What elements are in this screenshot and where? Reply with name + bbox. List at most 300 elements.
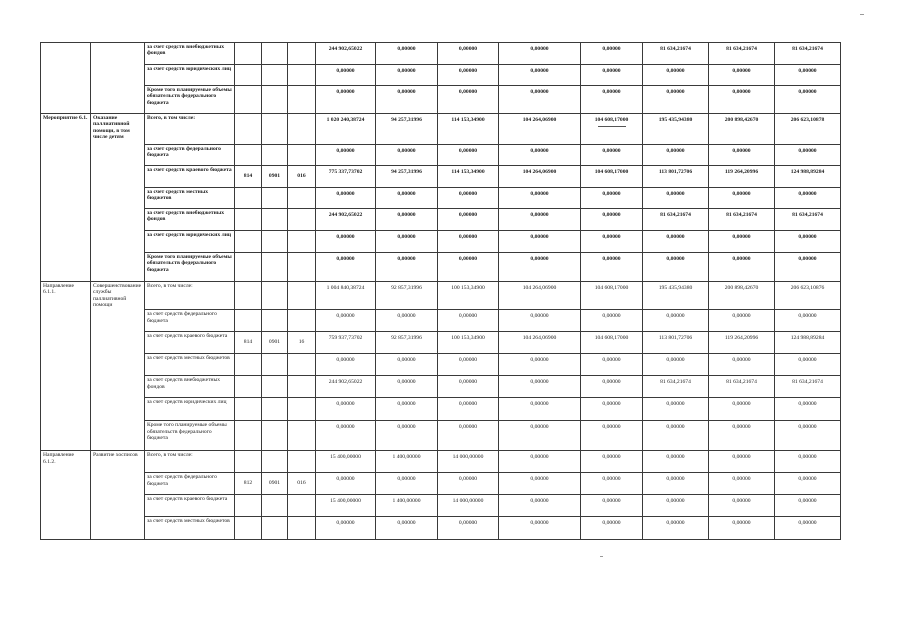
amount-cell: 81 634,21674 xyxy=(643,376,709,398)
amount-cell: 104 264,06900 xyxy=(499,166,581,188)
csr-code-cell xyxy=(288,65,316,86)
amount-cell: 104 608,17000 xyxy=(581,114,643,145)
amount-cell: 92 857,31996 xyxy=(376,332,438,354)
amount-cell: 244 902,65022 xyxy=(316,43,376,65)
activity-description-cell xyxy=(91,310,145,332)
grbs-code-cell xyxy=(235,188,262,209)
amount-cell: 0,00000 xyxy=(775,188,841,209)
funding-source-cell: за счет средств краевого бюджета xyxy=(145,495,235,517)
amount-cell: 0,00000 xyxy=(709,188,775,209)
table-row xyxy=(41,231,841,253)
rzpr-code-cell xyxy=(262,43,288,65)
csr-code-cell xyxy=(288,209,316,231)
csr-code-cell xyxy=(288,421,316,451)
rzpr-code-cell xyxy=(262,145,288,166)
funding-source-cell: за счет средств федерального бюджета xyxy=(145,145,235,166)
scan-mark xyxy=(600,556,603,557)
amount-cell: 0,00000 xyxy=(438,398,499,421)
activity-name-cell xyxy=(41,188,91,209)
activity-description-cell xyxy=(91,231,145,253)
amount-cell: 0,00000 xyxy=(709,451,775,473)
activity-name-cell xyxy=(41,209,91,231)
funding-source-cell: Кроме того планируемые объемы обязательств федерального бюджета xyxy=(145,253,235,282)
amount-cell: 0,00000 xyxy=(499,310,581,332)
amount-cell: 81 634,21674 xyxy=(643,209,709,231)
amount-cell: 0,00000 xyxy=(499,376,581,398)
amount-cell: 0,00000 xyxy=(316,86,376,114)
funding-source-cell: Всего, в том числе: xyxy=(145,282,235,310)
scan-mark xyxy=(860,14,864,15)
amount-cell: 759 937,73702 xyxy=(316,332,376,354)
amount-cell: 0,00000 xyxy=(438,209,499,231)
amount-cell: 0,00000 xyxy=(775,517,841,540)
activity-name-cell xyxy=(41,253,91,282)
amount-cell: 0,00000 xyxy=(775,451,841,473)
rzpr-code-cell xyxy=(262,65,288,86)
table-row xyxy=(41,376,841,398)
amount-cell: 0,00000 xyxy=(643,495,709,517)
amount-cell: 0,00000 xyxy=(316,473,376,495)
amount-cell: 104 264,06900 xyxy=(499,114,581,145)
amount-cell: 0,00000 xyxy=(499,354,581,376)
amount-cell: 1 400,00000 xyxy=(376,451,438,473)
activity-name-cell xyxy=(41,65,91,86)
amount-cell: 114 153,34900 xyxy=(438,166,499,188)
activity-name-cell xyxy=(41,332,91,354)
amount-cell: 0,00000 xyxy=(643,65,709,86)
amount-cell: 104 264,06900 xyxy=(499,282,581,310)
amount-cell: 0,00000 xyxy=(581,310,643,332)
amount-cell: 0,00000 xyxy=(709,145,775,166)
amount-cell: 0,00000 xyxy=(376,310,438,332)
rzpr-code-cell xyxy=(262,398,288,421)
amount-cell: 0,00000 xyxy=(376,473,438,495)
table-row xyxy=(41,114,841,145)
csr-code-cell xyxy=(288,231,316,253)
amount-cell: 0,00000 xyxy=(499,473,581,495)
rzpr-code-cell: 0901 xyxy=(262,166,288,188)
amount-cell: 0,00000 xyxy=(581,43,643,65)
amount-cell: 14 000,00000 xyxy=(438,451,499,473)
amount-cell: 0,00000 xyxy=(709,231,775,253)
amount-cell: 15 400,00000 xyxy=(316,451,376,473)
amount-cell: 775 337,73702 xyxy=(316,166,376,188)
amount-cell: 81 634,21674 xyxy=(709,43,775,65)
table-row xyxy=(41,517,841,540)
amount-cell: 0,00000 xyxy=(709,495,775,517)
grbs-code-cell xyxy=(235,451,262,473)
amount-cell: 0,00000 xyxy=(581,65,643,86)
rzpr-code-cell: 0901 xyxy=(262,473,288,495)
amount-cell: 0,00000 xyxy=(709,86,775,114)
grbs-code-cell xyxy=(235,517,262,540)
grbs-code-cell xyxy=(235,421,262,451)
amount-cell: 113 801,72706 xyxy=(643,166,709,188)
amount-cell: 113 801,72706 xyxy=(643,332,709,354)
amount-cell: 0,00000 xyxy=(316,145,376,166)
funding-source-cell: за счет средств юридических лиц xyxy=(145,65,235,86)
amount-cell: 14 000,00000 xyxy=(438,495,499,517)
amount-cell: 1 020 240,38724 xyxy=(316,114,376,145)
amount-cell: 0,00000 xyxy=(775,421,841,451)
activity-name-cell xyxy=(41,166,91,188)
grbs-code-cell xyxy=(235,282,262,310)
rzpr-code-cell xyxy=(262,209,288,231)
amount-cell: 81 634,21674 xyxy=(775,209,841,231)
rzpr-code-cell xyxy=(262,451,288,473)
amount-cell: 0,00000 xyxy=(376,421,438,451)
funding-source-cell: Кроме того планируемые объемы обязательств федерального бюджета xyxy=(145,86,235,114)
rzpr-code-cell xyxy=(262,354,288,376)
rzpr-code-cell xyxy=(262,188,288,209)
activity-name-cell xyxy=(41,145,91,166)
handwritten-underline xyxy=(598,125,626,127)
amount-cell: 1 400,00000 xyxy=(376,495,438,517)
activity-name-cell xyxy=(41,231,91,253)
budget-table xyxy=(40,42,841,540)
activity-description-cell: Оказание паллиативной помощи, в том числе детям xyxy=(91,114,145,145)
amount-cell: 100 153,34900 xyxy=(438,332,499,354)
amount-cell: 0,00000 xyxy=(316,65,376,86)
funding-source-cell: Всего, в том числе: xyxy=(145,114,235,145)
amount-cell: 244 902,65022 xyxy=(316,209,376,231)
amount-cell: 0,00000 xyxy=(709,310,775,332)
grbs-code-cell xyxy=(235,86,262,114)
table-row xyxy=(41,451,841,473)
amount-cell: 81 634,21674 xyxy=(775,376,841,398)
amount-cell: 0,00000 xyxy=(581,495,643,517)
activity-description-cell xyxy=(91,86,145,114)
activity-description-cell xyxy=(91,253,145,282)
csr-code-cell xyxy=(288,517,316,540)
activity-name-cell xyxy=(41,473,91,495)
amount-cell: 195 435,94380 xyxy=(643,114,709,145)
funding-source-cell: за счет средств юридических лиц xyxy=(145,231,235,253)
amount-cell: 92 857,31996 xyxy=(376,282,438,310)
table-row xyxy=(41,310,841,332)
amount-cell: 0,00000 xyxy=(499,451,581,473)
activity-name-cell xyxy=(41,398,91,421)
funding-source-cell: за счет средств внебюджетных фондов xyxy=(145,209,235,231)
amount-cell: 0,00000 xyxy=(438,473,499,495)
amount-cell: 94 257,31996 xyxy=(376,166,438,188)
funding-source-cell: Кроме того планируемые объемы обязательств федерального бюджета xyxy=(145,421,235,451)
amount-cell: 0,00000 xyxy=(581,473,643,495)
amount-cell: 0,00000 xyxy=(581,86,643,114)
amount-cell: 0,00000 xyxy=(775,495,841,517)
amount-cell: 0,00000 xyxy=(581,517,643,540)
activity-description-cell xyxy=(91,421,145,451)
amount-cell: 81 634,21674 xyxy=(775,43,841,65)
amount-cell: 0,00000 xyxy=(376,65,438,86)
rzpr-code-cell xyxy=(262,282,288,310)
amount-cell: 0,00000 xyxy=(376,253,438,282)
amount-cell: 0,00000 xyxy=(643,253,709,282)
amount-cell: 195 435,94380 xyxy=(643,282,709,310)
grbs-code-cell xyxy=(235,114,262,145)
amount-cell: 0,00000 xyxy=(438,65,499,86)
amount-cell: 0,00000 xyxy=(499,253,581,282)
activity-description-cell xyxy=(91,354,145,376)
grbs-code-cell xyxy=(235,354,262,376)
amount-cell: 0,00000 xyxy=(376,398,438,421)
amount-cell: 200 898,42670 xyxy=(709,114,775,145)
table-row xyxy=(41,495,841,517)
amount-cell: 0,00000 xyxy=(376,188,438,209)
rzpr-code-cell xyxy=(262,231,288,253)
amount-cell: 244 902,65022 xyxy=(316,376,376,398)
activity-name-cell xyxy=(41,376,91,398)
amount-cell: 124 988,89284 xyxy=(775,166,841,188)
amount-cell: 0,00000 xyxy=(499,231,581,253)
amount-cell: 0,00000 xyxy=(643,310,709,332)
grbs-code-cell xyxy=(235,310,262,332)
amount-cell: 0,00000 xyxy=(775,310,841,332)
funding-source-cell: за счет средств юридических лиц xyxy=(145,398,235,421)
grbs-code-cell: 814 xyxy=(235,332,262,354)
amount-cell: 0,00000 xyxy=(775,354,841,376)
table-row xyxy=(41,253,841,282)
activity-name-cell xyxy=(41,495,91,517)
activity-description-cell xyxy=(91,65,145,86)
grbs-code-cell xyxy=(235,65,262,86)
activity-description-cell xyxy=(91,517,145,540)
amount-cell: 0,00000 xyxy=(376,145,438,166)
amount-cell: 15 400,00000 xyxy=(316,495,376,517)
csr-code-cell: 16 xyxy=(288,332,316,354)
csr-code-cell xyxy=(288,398,316,421)
grbs-code-cell xyxy=(235,209,262,231)
table-row xyxy=(41,332,841,354)
activity-name-cell xyxy=(41,517,91,540)
funding-source-cell: Всего, в том числе: xyxy=(145,451,235,473)
table-row xyxy=(41,65,841,86)
amount-cell: 0,00000 xyxy=(775,473,841,495)
amount-cell: 104 608,17000 xyxy=(581,282,643,310)
amount-cell: 0,00000 xyxy=(499,145,581,166)
grbs-code-cell xyxy=(235,376,262,398)
amount-cell: 1 004 840,38724 xyxy=(316,282,376,310)
rzpr-code-cell xyxy=(262,86,288,114)
amount-cell: 0,00000 xyxy=(376,231,438,253)
csr-code-cell xyxy=(288,253,316,282)
amount-cell: 0,00000 xyxy=(775,398,841,421)
amount-cell: 0,00000 xyxy=(316,231,376,253)
funding-source-cell: за счет средств внебюджетных фондов xyxy=(145,43,235,65)
amount-cell: 0,00000 xyxy=(581,253,643,282)
activity-description-cell xyxy=(91,332,145,354)
funding-source-cell: за счет средств местных бюджетов xyxy=(145,354,235,376)
amount-cell: 0,00000 xyxy=(316,517,376,540)
table-row xyxy=(41,209,841,231)
activity-description-cell: Совершенствование службы паллиативной помощи xyxy=(91,282,145,310)
amount-cell: 0,00000 xyxy=(581,231,643,253)
amount-cell: 0,00000 xyxy=(581,398,643,421)
amount-cell: 100 153,34900 xyxy=(438,282,499,310)
table-row xyxy=(41,166,841,188)
table-row xyxy=(41,86,841,114)
activity-description-cell xyxy=(91,376,145,398)
amount-cell: 0,00000 xyxy=(643,145,709,166)
funding-source-cell: за счет средств местных бюджетов xyxy=(145,517,235,540)
amount-cell: 0,00000 xyxy=(438,145,499,166)
activity-name-cell xyxy=(41,421,91,451)
rzpr-code-cell xyxy=(262,376,288,398)
amount-cell: 0,00000 xyxy=(709,65,775,86)
amount-cell: 0,00000 xyxy=(643,421,709,451)
table-row xyxy=(41,398,841,421)
csr-code-cell xyxy=(288,376,316,398)
csr-code-cell: 016 xyxy=(288,473,316,495)
activity-name-cell: Направление 6.1.2. xyxy=(41,451,91,473)
amount-cell: 0,00000 xyxy=(581,354,643,376)
table-row xyxy=(41,421,841,451)
rzpr-code-cell xyxy=(262,253,288,282)
amount-cell: 0,00000 xyxy=(643,517,709,540)
amount-cell: 104 608,17000 xyxy=(581,166,643,188)
amount-cell: 0,00000 xyxy=(376,517,438,540)
amount-cell: 0,00000 xyxy=(499,495,581,517)
rzpr-code-cell xyxy=(262,310,288,332)
amount-cell: 0,00000 xyxy=(376,376,438,398)
amount-cell: 0,00000 xyxy=(499,398,581,421)
amount-cell: 0,00000 xyxy=(316,421,376,451)
funding-source-cell: за счет средств федерального бюджета xyxy=(145,473,235,495)
amount-cell: 0,00000 xyxy=(775,145,841,166)
csr-code-cell xyxy=(288,114,316,145)
amount-cell: 0,00000 xyxy=(581,145,643,166)
funding-source-cell: за счет средств внебюджетных фондов xyxy=(145,376,235,398)
activity-description-cell xyxy=(91,43,145,65)
activity-description-cell xyxy=(91,145,145,166)
budget-table-page xyxy=(40,42,841,540)
activity-name-cell xyxy=(41,43,91,65)
csr-code-cell xyxy=(288,86,316,114)
amount-cell: 0,00000 xyxy=(581,209,643,231)
amount-cell: 0,00000 xyxy=(438,517,499,540)
amount-cell: 0,00000 xyxy=(499,43,581,65)
activity-description-cell xyxy=(91,398,145,421)
amount-cell: 0,00000 xyxy=(709,398,775,421)
grbs-code-cell xyxy=(235,398,262,421)
grbs-code-cell xyxy=(235,43,262,65)
amount-cell: 0,00000 xyxy=(643,473,709,495)
activity-name-cell: Направление 6.1.1. xyxy=(41,282,91,310)
table-row xyxy=(41,188,841,209)
amount-cell: 0,00000 xyxy=(643,451,709,473)
amount-cell: 0,00000 xyxy=(316,310,376,332)
csr-code-cell xyxy=(288,354,316,376)
amount-cell: 0,00000 xyxy=(709,253,775,282)
activity-name-cell xyxy=(41,310,91,332)
table-row xyxy=(41,354,841,376)
funding-source-cell: за счет средств краевого бюджета xyxy=(145,332,235,354)
amount-cell: 0,00000 xyxy=(438,231,499,253)
amount-cell: 0,00000 xyxy=(775,65,841,86)
grbs-code-cell: 814 xyxy=(235,166,262,188)
amount-cell: 0,00000 xyxy=(316,253,376,282)
funding-source-cell: за счет средств федерального бюджета xyxy=(145,310,235,332)
amount-cell: 0,00000 xyxy=(709,473,775,495)
amount-cell: 0,00000 xyxy=(499,421,581,451)
csr-code-cell xyxy=(288,188,316,209)
rzpr-code-cell xyxy=(262,421,288,451)
table-row xyxy=(41,145,841,166)
activity-description-cell xyxy=(91,188,145,209)
csr-code-cell: 016 xyxy=(288,166,316,188)
amount-cell: 0,00000 xyxy=(581,451,643,473)
activity-description-cell xyxy=(91,495,145,517)
amount-cell: 206 623,10876 xyxy=(775,282,841,310)
activity-name-cell xyxy=(41,354,91,376)
amount-cell: 0,00000 xyxy=(581,376,643,398)
csr-code-cell xyxy=(288,43,316,65)
amount-cell: 114 153,34900 xyxy=(438,114,499,145)
amount-cell: 119 264,20996 xyxy=(709,166,775,188)
amount-cell: 0,00000 xyxy=(709,517,775,540)
amount-cell: 0,00000 xyxy=(316,398,376,421)
amount-cell: 0,00000 xyxy=(499,209,581,231)
amount-cell: 81 634,21674 xyxy=(709,209,775,231)
grbs-code-cell xyxy=(235,231,262,253)
csr-code-cell xyxy=(288,310,316,332)
amount-cell: 0,00000 xyxy=(499,517,581,540)
amount-cell: 0,00000 xyxy=(643,231,709,253)
amount-cell: 0,00000 xyxy=(499,188,581,209)
amount-cell: 0,00000 xyxy=(438,421,499,451)
amount-cell: 0,00000 xyxy=(376,43,438,65)
amount-cell: 200 898,42670 xyxy=(709,282,775,310)
amount-cell: 0,00000 xyxy=(316,354,376,376)
amount-cell: 0,00000 xyxy=(376,209,438,231)
amount-cell: 0,00000 xyxy=(775,86,841,114)
amount-cell: 0,00000 xyxy=(643,86,709,114)
csr-code-cell xyxy=(288,451,316,473)
funding-source-cell: за счет средств краевого бюджета xyxy=(145,166,235,188)
amount-cell: 0,00000 xyxy=(709,421,775,451)
amount-cell: 0,00000 xyxy=(438,310,499,332)
amount-cell: 0,00000 xyxy=(499,65,581,86)
activity-description-cell xyxy=(91,209,145,231)
activity-description-cell xyxy=(91,473,145,495)
amount-cell: 94 257,31996 xyxy=(376,114,438,145)
amount-cell: 0,00000 xyxy=(438,253,499,282)
amount-cell: 0,00000 xyxy=(438,86,499,114)
activity-description-cell xyxy=(91,166,145,188)
amount-cell: 0,00000 xyxy=(581,188,643,209)
amount-cell: 0,00000 xyxy=(775,231,841,253)
rzpr-code-cell: 0901 xyxy=(262,332,288,354)
amount-cell: 0,00000 xyxy=(438,43,499,65)
amount-cell: 0,00000 xyxy=(643,188,709,209)
amount-cell: 81 634,21674 xyxy=(709,376,775,398)
amount-cell: 0,00000 xyxy=(581,421,643,451)
amount-cell: 119 264,20996 xyxy=(709,332,775,354)
grbs-code-cell xyxy=(235,495,262,517)
rzpr-code-cell xyxy=(262,495,288,517)
amount-cell: 0,00000 xyxy=(709,354,775,376)
amount-cell: 0,00000 xyxy=(376,354,438,376)
activity-name-cell: Мероприятие 6.1. xyxy=(41,114,91,145)
rzpr-code-cell xyxy=(262,517,288,540)
amount-cell: 124 988,89284 xyxy=(775,332,841,354)
amount-cell: 206 623,10878 xyxy=(775,114,841,145)
amount-cell: 0,00000 xyxy=(499,86,581,114)
grbs-code-cell xyxy=(235,253,262,282)
amount-cell: 0,00000 xyxy=(438,376,499,398)
amount-cell: 0,00000 xyxy=(316,188,376,209)
activity-name-cell xyxy=(41,86,91,114)
